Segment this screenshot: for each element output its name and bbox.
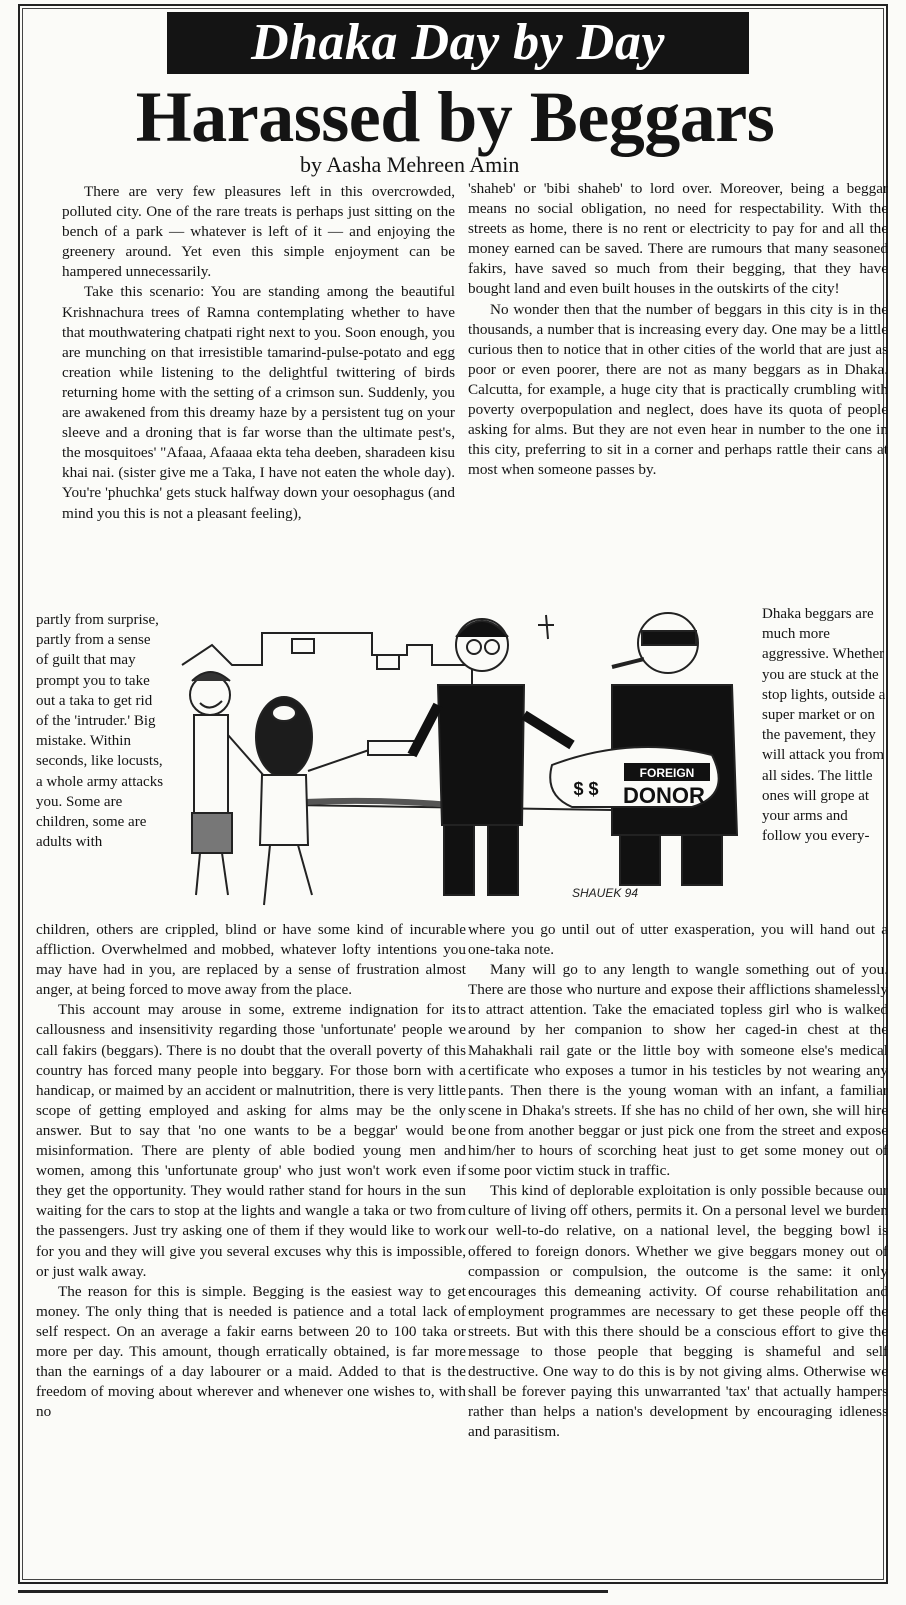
- paragraph: partly from surprise, partly from a sense of guilt that may prompt you to take out a taka to get rid of the 'intruder.' Big mistake. Within seconds, like locusts, a whole army attacks you. Some are children, some are adults with: [36, 612, 164, 851]
- bag-label-main: DONOR: [623, 783, 705, 808]
- paragraph: This account may arouse in some, extreme indignation for its callousness and insensitivity regarding those 'unfortunate' people we call fakirs (beggars). There is no doubt that the overall poverty of this country has forced many people into beggary. For those born with a handicap, or maimed by an accident or malnutrition, there is very little scope of getting employed and asking for alms may be the only answer. But to say that 'no one wants to be a beggar' would be misinformation. There are plenty of able bodied young men and women, among this 'unfortunate group' who just won't work even if they get the opportunity. They would rather stand for hours in the sun waiting for the cars to stop at the lights and wangle a taka or two from the passengers. Just try asking one of them if they would like to work for you and they will give you several excuses why this is impossible, or just walk away.: [36, 1001, 466, 1280]
- wrap-text-left: [36, 610, 166, 852]
- masthead-title: Dhaka Day by Day: [251, 14, 665, 71]
- editorial-cartoon: [172, 595, 756, 917]
- boy-beggar-figure: [190, 672, 272, 895]
- paragraph: Take this scenario: You are standing among the beautiful Krishnachura trees of Ramna contemplating whether to have that mouthwatering chatpati right next to you. Soon enough, you are munching on that irresistible tamarind-pulse-potato and egg creation while listening to the delightful twittering of birds returning home with the setting of a crimson sun. Suddenly, you are awakened from this dreamy haze by a persistent tug on your sleeve and a droning that is far worse than the ultimate pest's, the mosquitoes' "Afaaa, Afaaaa ekta teha deeben, sharadeen kisu khai nai. (sister give me a Taka, I have not eaten the whole day). You're 'phuchka' gets stuck halfway down your oesophagus (and mind you this is not a pleasant feeling),: [62, 283, 455, 522]
- article-column-left-top: [62, 182, 455, 524]
- building-window: [292, 639, 314, 653]
- paragraph: The reason for this is simple. Begging is the easiest way to get money. The only thing that is needed is patience and a total lack of self respect. On an average a fakir earns between 20 to 100 taka or more per day. This amount, though erratically obtained, is far more than the earnings of a day labourer or a maid. Added to that is the freedom of moving about wherever and whenever one wishes to, with no: [36, 1282, 466, 1421]
- paragraph: Many will go to any length to wangle something out of you. There are those who nurture and expose their afflictions shamelessly to attract attention. Take the emaciated topless girl who is walked around by her companion to show her caged-in chest at the Mahakhali rail gate or the little boy with someone else's medical certificate who exposes a tumor in his testicles by not wearing any pants. Then there is the young woman with an infant, a familiar scene in Dhaka's streets. If she has no child of her own, she will hire one from another beggar or just pick one from the street and expose him/her to hours of scorching heat just to get some money out of some poor victim stuck in traffic.: [468, 961, 888, 1180]
- paragraph: Dhaka beggars are much more aggressive. Whether you are stuck at the stop lights, outside a super market or on the pavement, they will attack you from all sides. The little ones will grope at your arms and follow you every-: [762, 606, 886, 845]
- official-figure: [412, 615, 572, 895]
- money-bag: [550, 747, 718, 808]
- bottom-rule: [18, 1590, 608, 1593]
- paragraph: where you go until out of utter exasperation, you will hand out a one-taka note.: [468, 921, 888, 959]
- building-window: [377, 655, 399, 669]
- column-masthead: [167, 12, 749, 74]
- paragraph: No wonder then that the number of beggars in this city is in the thousands, a number that is increasing every day. One may be a little curious then to notice that in other cities of the world that are just as poor or even poorer, there are not as many beggars as in Dhaka. Calcutta, for example, a huge city that is practically crumbling with poverty overpopulation and neglect, does have its quota of people asking for alms. But they are not even hear in number to the one in this city, preferring to sit in a corner and perhaps rattle their cans at most when someone passes by.: [468, 300, 888, 479]
- article-column-right-top: [468, 179, 888, 480]
- cartoon-drawing: [172, 595, 756, 917]
- article-column-right-bottom: [468, 920, 888, 1442]
- cartoon-signature: SHAUEK 94: [572, 886, 639, 900]
- paragraph: children, others are crippled, blind or have some kind of incurable affliction. Overwhelmed and mobbed, whatever lofty intentions you may have had in you, are replaced by a sense of frustration almost anger, at being forced to move away from the place.: [36, 921, 466, 999]
- byline: by Aasha Mehreen Amin: [300, 152, 520, 177]
- paragraph: This kind of deplorable exploitation is only possible because our culture of living off others, permits it. On a personal level we burden our well-to-do relative, on a national level, the begging bowl is offered to foreign donors. Whether we give beggars money out of compassion or compulsion, the outcome is the same: it only encourages this demeaning activity. Of course rehabilitation and employment programmes are necessary to get these people off the streets. But with this there should be a conscious effort to give the message to those people that begging is shameful and self destructive. One way to do this is by not giving alms. Otherwise we shall be forever paying this unwarranted 'tax' that actually hampers rather than helps a nation's development by encouraging idleness and parasitism.: [468, 1182, 888, 1441]
- paragraph: 'shaheb' or 'bibi shaheb' to lord over. Moreover, being a beggar means no social obligation, no need for respectability. With the streets as home, there is no rent or electricity to pay for and all the money earned can be saved. There are rumours that many seasoned fakirs, have saved so much from their begging, that they have bought land and even built houses in the outskirts of the city!: [468, 180, 888, 298]
- wrap-text-right: [762, 604, 886, 846]
- bag-symbols: $ $: [573, 779, 599, 799]
- headline: Harassed by Beggars: [135, 77, 775, 157]
- paragraph: There are very few pleasures left in this overcrowded, polluted city. One of the rare treats is perhaps just sitting on the bench of a park — whatever is left of it — and enjoying the greenery around. Yet even this simple enjoyment can be hampered unnecessarily.: [62, 183, 455, 281]
- article-column-left-bottom: [36, 920, 466, 1422]
- bag-label-top: FOREIGN: [639, 766, 695, 780]
